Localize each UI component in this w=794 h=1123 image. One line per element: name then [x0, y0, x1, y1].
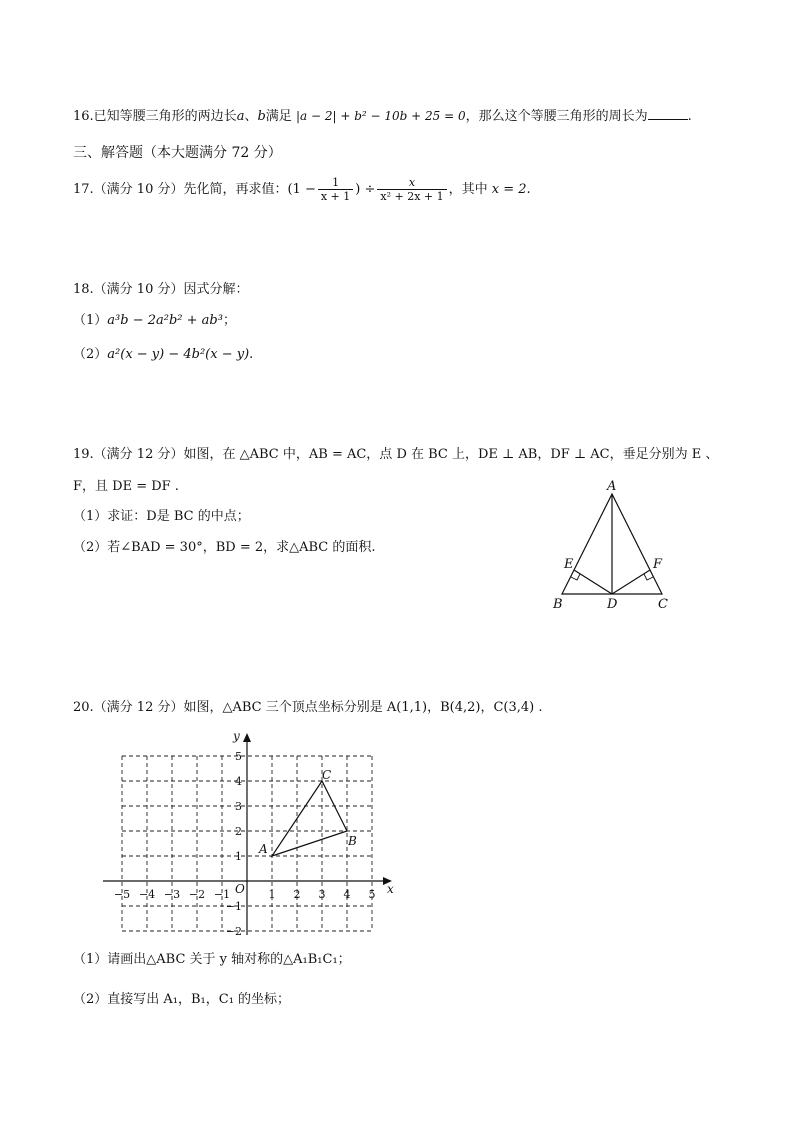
question-20-part-1: （1）请画出△ABC 关于 y 轴对称的△A₁B₁C₁；: [73, 952, 351, 967]
q17-frac2-den: x² + 2x + 1: [380, 190, 444, 203]
q17-expr-mid: ) ÷: [355, 182, 376, 197]
question-18-title: 18.（满分 10 分）因式分解：: [73, 282, 249, 297]
q17-condition: x = 2: [491, 182, 527, 197]
q17-fraction-1: [318, 176, 353, 203]
q17-prefix: 17.（满分 10 分）先化简，再求值：: [73, 182, 288, 197]
label-f: F: [653, 557, 663, 572]
q18-part1-label: （1）: [73, 313, 108, 328]
x-tick-label: −1: [213, 888, 231, 901]
question-19-part-1: （1）求证：D是 BC 的中点；: [73, 509, 250, 524]
question-19-line-1: 19.（满分 12 分）如图，在 △ABC 中，AB = AC，点 D 在 BC 上，DE ⊥ AB，DF ⊥ AC，垂足分别为 E 、: [73, 447, 719, 462]
y-tick-label: 5: [235, 750, 242, 763]
x-tick-label: 2: [293, 888, 301, 901]
question-16: [73, 106, 692, 127]
vertex-c-label: C: [322, 768, 332, 782]
q17-fraction-2: [377, 176, 446, 203]
segment-df: [612, 570, 650, 594]
x-tick-label: 3: [318, 888, 326, 901]
q16-cond-label: 满足: [265, 109, 292, 124]
y-tick-label: 1: [235, 850, 242, 863]
x-tick-label: 4: [343, 888, 351, 901]
y-tick-label: 4: [235, 775, 242, 788]
right-angle-mark-f: [644, 574, 653, 580]
q17-end: .: [526, 182, 531, 197]
origin-label: O: [235, 882, 245, 896]
q16-end: .: [687, 109, 692, 124]
vertex-a-label: A: [259, 842, 268, 856]
q16-answer-blank[interactable]: [648, 107, 688, 120]
y-axis-arrow: [243, 733, 251, 742]
y-axis-label: y: [233, 729, 240, 743]
label-c: C: [658, 597, 668, 612]
q16-var-b: b: [257, 109, 266, 124]
right-angle-mark-e: [571, 574, 580, 580]
label-a: A: [607, 479, 617, 494]
q19-triangle-figure: [548, 476, 688, 616]
label-b: B: [553, 597, 563, 612]
q17-suffix: ，其中: [448, 182, 488, 197]
y-tick-label: −1: [225, 900, 242, 913]
q16-sep: 、: [244, 109, 258, 124]
q18-part1-expr: a³b − 2a²b² + ab³: [107, 313, 223, 328]
question-19-line-2: F，且 DE = DF .: [73, 479, 179, 494]
question-19-part-2: （2）若∠BAD = 30°，BD = 2，求△ABC 的面积.: [73, 540, 376, 555]
q18-part2-label: （2）: [73, 347, 108, 362]
q20-coordinate-grid: [95, 727, 405, 937]
label-e: E: [564, 557, 574, 572]
x-tick-label: −3: [163, 888, 181, 901]
q18-part2-expr: a²(x − y) − 4b²(x − y): [107, 347, 250, 362]
segment-de: [574, 570, 612, 594]
y-tick-label: −2: [225, 925, 242, 937]
triangle-abc-grid: [272, 781, 347, 856]
x-axis-label: x: [387, 882, 394, 896]
q18-part1-end: ；: [222, 313, 236, 328]
q17-expr-open: (1 −: [287, 182, 316, 197]
q17-frac1-den: x + 1: [320, 190, 351, 203]
section-3-title: 三、解答题（本大题满分 72 分）: [73, 145, 282, 161]
q16-var-a: a: [236, 109, 245, 124]
label-d: D: [607, 597, 618, 612]
q17-frac1-num: 1: [318, 176, 353, 190]
y-tick-label: 2: [235, 825, 242, 838]
x-tick-label: −4: [138, 888, 156, 901]
q16-equation: |a − 2| + b² − 10b + 25 = 0: [295, 109, 466, 123]
y-tick-label: 3: [235, 800, 242, 813]
q18-part2-end: .: [249, 347, 254, 362]
x-tick-label: 1: [268, 888, 276, 901]
x-tick-label: 5: [368, 888, 376, 901]
question-20-part-2: （2）直接写出 A₁，B₁，C₁ 的坐标；: [73, 992, 291, 1007]
question-18-part-2: [73, 345, 253, 365]
question-17: [73, 172, 531, 208]
q16-suffix: ，那么这个等腰三角形的周长为: [465, 109, 648, 124]
q17-frac2-num: x: [377, 176, 446, 190]
x-tick-label: −5: [113, 888, 131, 901]
question-20-line-1: 20.（满分 12 分）如图，△ABC 三个顶点坐标分别是 A(1,1)，B(4,2)，C(3,4) .: [73, 700, 543, 715]
q16-prefix: 16.已知等腰三角形的两边长: [73, 109, 237, 124]
x-tick-label: −2: [188, 888, 206, 901]
question-18-part-1: [73, 311, 236, 331]
vertex-b-label: B: [348, 834, 357, 848]
